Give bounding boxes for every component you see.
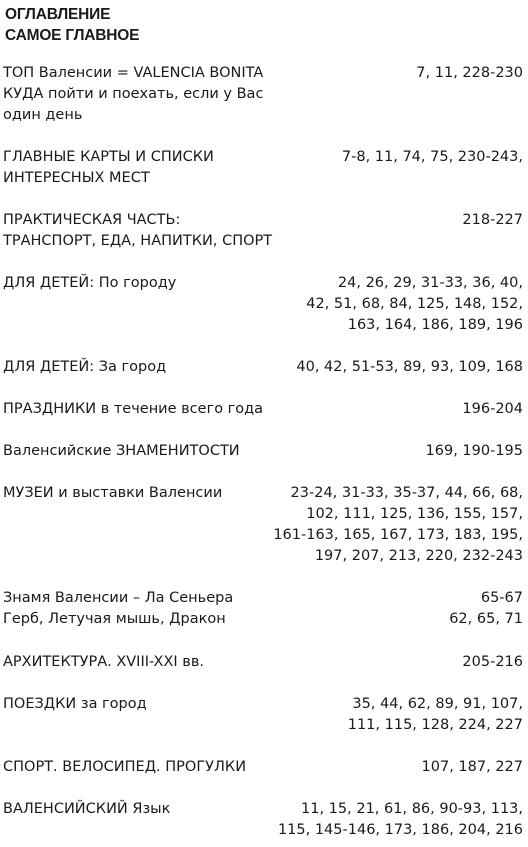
toc-entry-label: СПОРТ. ВЕЛОСИПЕД. ПРОГУЛКИ	[3, 759, 247, 775]
toc-entry-label: МУЗЕИ и выставки Валенсии	[3, 485, 223, 501]
section-heading: САМОЕ ГЛАВНОЕ	[5, 27, 140, 44]
toc-entry-label: ВАЛЕНСИЙСКИЙ Язык	[3, 801, 171, 817]
toc-entry-pages: 23-24, 31-33, 35-37, 44, 66, 68, 102, 111, 125, 136, 155, 157, 161-163, 165, 167, 173, 183, 195, 197, 207, 213, 220, 232-243	[273, 485, 523, 564]
toc-entry-pages: 107, 187, 227	[421, 759, 523, 775]
contents-heading: ОГЛАВЛЕНИЕ	[5, 6, 111, 23]
toc-entry-label: ТОП Валенсии = VALENCIA BONITA КУДА пойти и поехать, если у Вас один день	[3, 65, 264, 123]
toc-entry-pages: 218-227	[462, 212, 523, 228]
toc-entry-label: ГЛАВНЫЕ КАРТЫ И СПИСКИ ИНТЕРЕСНЫХ МЕСТ	[3, 149, 214, 186]
toc-entry-pages: 7-8, 11, 74, 75, 230-243,	[341, 149, 523, 165]
toc-entry-pages: 24, 26, 29, 31-33, 36, 40, 42, 51, 68, 84, 125, 148, 152, 163, 164, 186, 189, 196	[306, 275, 523, 333]
toc-entry-label: Герб, Летучая мышь, Дракон	[3, 611, 226, 627]
toc-entry-label: Валенсийские ЗНАМЕНИТОСТИ	[3, 443, 240, 459]
toc-entry-pages: 196-204	[462, 401, 523, 417]
toc-entry-label: ДЛЯ ДЕТЕЙ: По городу	[3, 275, 177, 291]
toc-entry-label: Знамя Валенсии – Ла Сеньера	[3, 590, 234, 606]
toc-entry-label: ПРАКТИЧЕСКАЯ ЧАСТЬ: ТРАНСПОРТ, ЕДА, НАПИТКИ, СПОРТ	[3, 212, 273, 249]
toc-entry-label: АРХИТЕКТУРА. XVIII-XXI вв.	[3, 654, 204, 670]
toc-entry-pages: 169, 190-195	[425, 443, 523, 459]
toc-entry-pages: 40, 42, 51-53, 89, 93, 109, 168	[296, 359, 523, 375]
toc-entry-pages: 35, 44, 62, 89, 91, 107, 111, 115, 128, 224, 227	[347, 696, 523, 733]
toc-entry-label: ДЛЯ ДЕТЕЙ: За город	[3, 359, 167, 375]
toc-entry-label: ПОЕЗДКИ за город	[3, 696, 147, 712]
toc-entry-pages: 62, 65, 71	[449, 611, 523, 627]
toc-entry-pages: 65-67	[480, 590, 523, 606]
toc-entry-pages: 11, 15, 21, 61, 86, 90-93, 113, 115, 145-146, 173, 186, 204, 216	[277, 801, 523, 838]
toc-entry-pages: 7, 11, 228-230	[416, 65, 523, 81]
toc-entry-pages: 205-216	[462, 654, 523, 670]
toc-entry-label: ПРАЗДНИКИ в течение всего года	[3, 401, 264, 417]
